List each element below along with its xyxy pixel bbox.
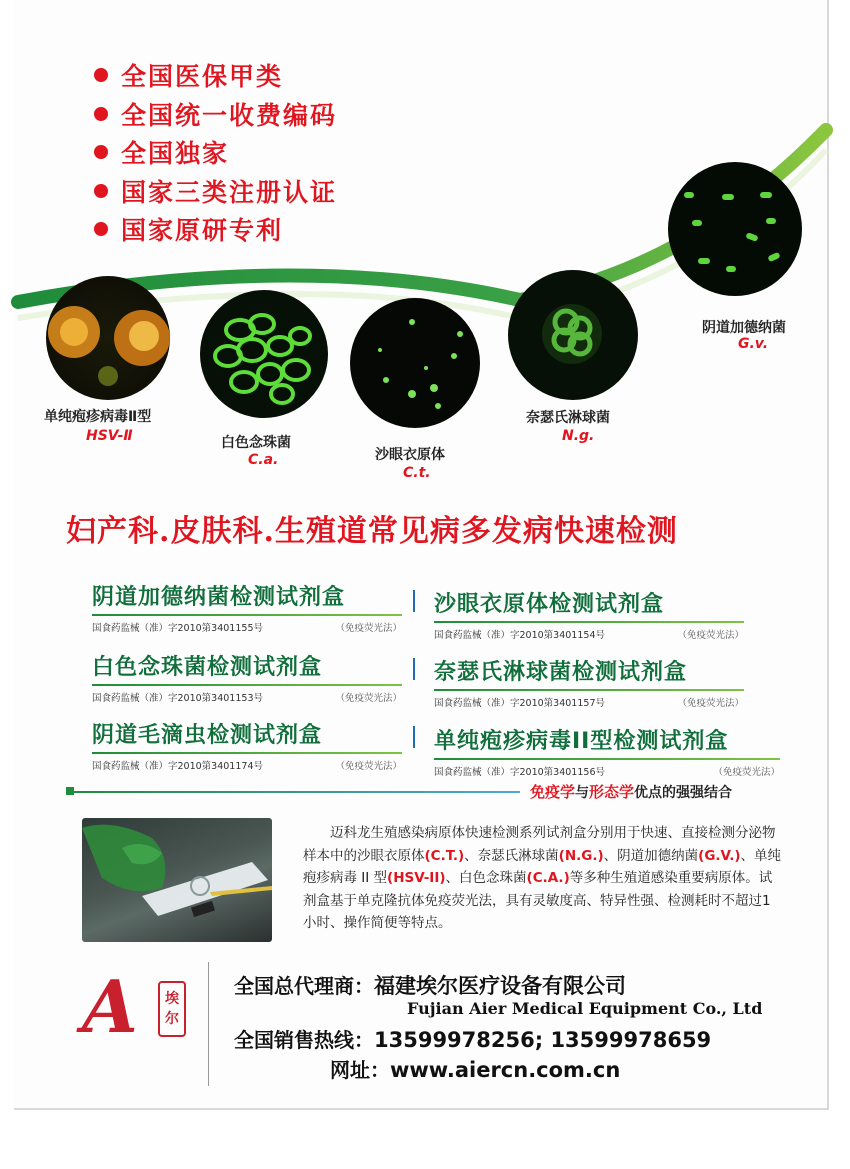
kit-item	[92, 718, 402, 772]
desc-highlight: (G.V.)	[698, 847, 741, 864]
website-label: 网址：	[330, 1058, 390, 1082]
organism-name: 沙眼衣原体	[375, 447, 445, 463]
lab-photo	[82, 818, 272, 942]
organism-abbr: G.v.	[738, 336, 769, 352]
desc-text: 等多种生殖道感染重要病原体。试剂盒基于单克隆抗体免疫荧光法，具有灵敏度高、特异性强、检测耗时不超过1小时、操作简便等特点。	[303, 870, 773, 931]
kit-title: 单纯疱疹病毒II型检测试剂盒	[434, 729, 729, 754]
desc-highlight: (N.G.)	[558, 847, 604, 864]
kit-method: （免疫荧光法）	[713, 767, 780, 778]
kit-title: 沙眼衣原体检测试剂盒	[434, 592, 665, 617]
kit-item	[434, 724, 780, 778]
kit-rule	[92, 752, 402, 754]
kit-item	[92, 580, 402, 634]
kit-title: 阴道毛滴虫检测试剂盒	[92, 723, 323, 748]
agent-name: 福建埃尔医疗设备有限公司	[374, 974, 626, 998]
tagline-text: 与	[575, 785, 590, 801]
gardnerella-rods-icon	[668, 162, 802, 296]
feature-text: 全国医保甲类	[121, 62, 284, 92]
organism-name: 白色念珠菌	[221, 435, 291, 451]
kit-reg: 国食药监械（准）字2010第3401155号	[92, 623, 263, 634]
kit-title: 白色念珠菌检测试剂盒	[92, 655, 323, 680]
kit-item	[92, 650, 402, 704]
organism-abbr: C.a.	[248, 452, 279, 468]
kit-reg: 国食药监械（准）字2010第3401154号	[434, 630, 605, 641]
organism-name: 奈瑟氏淋球菌	[526, 410, 610, 426]
organism-name: 阴道加德纳菌	[702, 320, 786, 336]
company-logo	[80, 964, 200, 1049]
logo-seal	[158, 981, 186, 1037]
kit-divider	[413, 658, 415, 680]
desc-highlight: (HSV-II)	[387, 870, 446, 886]
hotline-row	[234, 1024, 711, 1053]
hotline-label: 全国销售热线：	[234, 1028, 374, 1052]
kit-method: （免疫荧光法）	[677, 630, 744, 641]
kit-method: （免疫荧光法）	[335, 761, 402, 772]
kit-title: 奈瑟氏淋球菌检测试剂盒	[434, 660, 688, 685]
kit-rule	[92, 614, 402, 616]
candida-green-icon	[200, 290, 328, 418]
kit-method: （免疫荧光法）	[335, 623, 402, 634]
hotline-number: 13599978256; 13599978659	[374, 1028, 712, 1052]
footer-divider	[208, 962, 209, 1086]
kit-reg: 国食药监械（准）字2010第3401156号	[434, 767, 605, 778]
logo-letter: A	[82, 964, 138, 1049]
feature-text: 全国独家	[121, 139, 230, 169]
kit-rule	[434, 621, 744, 623]
feature-text: 国家三类注册认证	[121, 177, 338, 207]
kit-rule	[434, 689, 744, 691]
herpes-orange-icon	[46, 276, 170, 400]
product-description	[303, 822, 783, 935]
tagline	[530, 781, 732, 802]
kit-reg: 国食药监械（准）字2010第3401157号	[434, 698, 605, 709]
organism-name: 单纯疱疹病毒Ⅱ型	[44, 409, 152, 425]
tagline-highlight: 形态学	[589, 783, 635, 801]
kit-method: （免疫荧光法）	[677, 698, 744, 709]
desc-text: 、奈瑟氏淋球菌	[464, 847, 559, 864]
tagline-highlight: 免疫学	[530, 783, 576, 801]
organism-abbr: HSV-Ⅱ	[86, 428, 133, 444]
agent-name-en: Fujian Aier Medical Equipment Co., Ltd	[407, 999, 763, 1018]
page-edge-bottom	[14, 1108, 829, 1110]
organism-abbr: C.t.	[403, 465, 431, 481]
feature-text: 全国统一收费编码	[121, 100, 338, 130]
desc-text: 、白色念珠菌	[445, 870, 527, 886]
kit-item	[434, 587, 744, 641]
gonococcus-ring-icon	[508, 270, 638, 400]
kit-rule	[92, 684, 402, 686]
chlamydia-dots-icon	[350, 298, 480, 428]
organism-abbr: N.g.	[562, 428, 595, 444]
desc-text: 迈科龙生殖感染病原体快速检测系列试剂盒分别用于快速、直接检测分泌物样本中的沙眼衣原体	[303, 825, 776, 864]
desc-highlight: (C.T.)	[424, 847, 465, 864]
desc-text: 、单纯疱疹病毒 II 型	[303, 847, 782, 886]
kit-title: 阴道加德纳菌检测试剂盒	[92, 585, 346, 610]
kit-reg: 国食药监械（准）字2010第3401174号	[92, 761, 263, 772]
feature-text: 国家原研专利	[121, 216, 284, 246]
agent-row	[234, 970, 626, 1000]
logo-char: 尔	[165, 1011, 179, 1027]
kit-divider	[413, 726, 415, 748]
desc-text: 、阴道加德纳菌	[603, 847, 699, 864]
kit-rule	[434, 758, 780, 760]
agent-label: 全国总代理商：	[234, 974, 374, 998]
kit-reg: 国食药监械（准）字2010第3401153号	[92, 693, 263, 704]
kit-method: （免疫荧光法）	[335, 693, 402, 704]
logo-char: 埃	[165, 991, 179, 1007]
page-headline: 妇产科.皮肤科.生殖道常见病多发病快速检测	[66, 514, 678, 549]
desc-highlight: (C.A.)	[526, 870, 570, 886]
website-row	[330, 1054, 620, 1083]
kit-divider	[413, 590, 415, 612]
section-divider	[70, 791, 520, 793]
tagline-text: 优点的强强结合	[634, 785, 733, 801]
kit-item	[434, 655, 744, 709]
website-link[interactable]: www.aiercn.com.cn	[390, 1058, 621, 1082]
